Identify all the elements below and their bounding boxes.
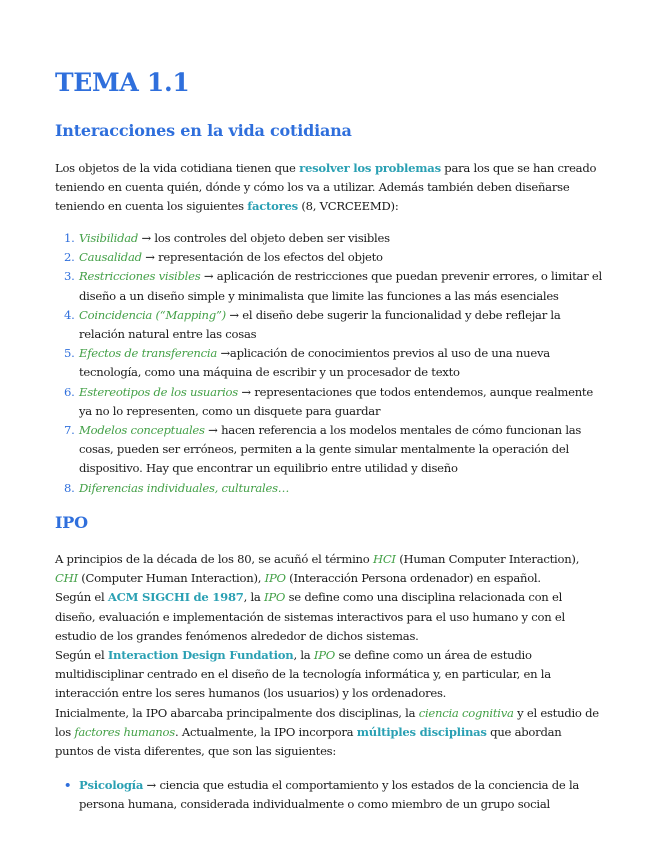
text: , la (293, 648, 314, 663)
text: (Human Computer Interaction), (395, 552, 580, 566)
keyword-resolver-problemas: resolver los problemas (299, 161, 441, 175)
list-item (55, 479, 603, 498)
text: Inicialmente, la IPO abarcaba principalmente dos disciplinas, la (55, 705, 419, 720)
term-factores-humanos: factores humanos (74, 724, 175, 739)
keyword-interaction-design-foundation: Interaction Design Fundation (107, 648, 294, 663)
section-heading-interacciones: Interacciones en la vida cotidiana (55, 121, 352, 140)
term-ipo: IPO (264, 571, 286, 586)
list-number: 2. (64, 250, 75, 265)
list-item (55, 248, 603, 267)
factor-term: Estereotipos de los usuarios (79, 384, 238, 399)
ipo-paragraphs (55, 550, 600, 761)
factor-term: Causalidad (79, 250, 142, 265)
text: A principios de la década de los 80, se acuñó el término (55, 552, 373, 566)
list-item (55, 229, 603, 248)
term-ipo: IPO (264, 590, 286, 605)
factor-text: → el diseño debe sugerir la funcionalidad y debe reflejar la relación natural entre las cosas (79, 307, 561, 342)
factor-text: → aplicación de restricciones que puedan prevenir errores, o limitar el diseño a un diseño simple y minimalista que limite las funciones a las más esenciales (79, 269, 603, 303)
list-number: 5. (64, 346, 75, 361)
factor-term: Efectos de transferencia (79, 346, 218, 361)
term-chi: CHI (55, 571, 78, 586)
ipo-paragraph-1 (55, 550, 600, 588)
list-number: 8. (64, 480, 75, 495)
list-item (55, 306, 603, 344)
intro-text-2: para los que se han creado teniendo en cuenta quién, dónde y cómo los va a utilizar. Además también deben diseñarse teniendo en cuenta los siguientes (55, 161, 597, 214)
list-item (55, 776, 603, 814)
factor-text: → representación de los efectos del objeto (141, 250, 383, 265)
list-number: 6. (64, 384, 75, 399)
intro-paragraph (55, 159, 600, 217)
factor-term: Restricciones visibles (79, 269, 201, 284)
keyword-factores: factores (247, 199, 298, 214)
text: que abordan puntos de vista diferentes, que son las siguientes: (55, 724, 562, 759)
intro-text-1: Los objetos de la vida cotidiana tienen que (55, 161, 300, 175)
factor-text: → representaciones que todos entendemos, aunque realmente ya no lo representen, como un disquete para guardar (79, 384, 593, 418)
text: Según el (55, 590, 108, 605)
term-hci: HCI (372, 552, 396, 566)
factor-term: Coincidencia (“Mapping”) (79, 307, 226, 322)
text: Según el (55, 648, 108, 663)
text: se define como un área de estudio multidisciplinar centrado en el diseño de la tecnología informática y, en particular, en la interacción entre los seres humanos (los usuarios) y los ordenadores. (55, 648, 551, 701)
keyword-acm-sigchi: ACM SIGCHI de 1987 (107, 590, 244, 605)
discipline-term: Psicología (79, 778, 144, 792)
term-ipo: IPO (313, 648, 336, 663)
list-number: 3. (64, 269, 75, 284)
list-item (55, 421, 603, 479)
intro-text-3: (8, VCRCEEMD): (297, 199, 399, 214)
list-number: 4. (64, 307, 75, 322)
disciplines-list (55, 776, 603, 814)
discipline-text: → ciencia que estudia el comportamiento y los estados de la conciencia de la persona humana, considerada individualmente o como miembro de un grupo social (79, 778, 580, 812)
text: (Computer Human Interaction), (77, 571, 265, 586)
ipo-paragraph-2 (55, 588, 600, 646)
text: (Interacción Persona ordenador) en español. (285, 571, 541, 586)
factor-text: →aplicación de conocimientos previos al uso de una nueva tecnología, como una máquina de escribir y un procesador de texto (79, 346, 550, 380)
ipo-paragraph-4 (55, 704, 600, 762)
list-number: 1. (64, 231, 75, 245)
list-item (55, 267, 603, 305)
page-title: TEMA 1.1 (55, 68, 190, 97)
factor-text: → los controles del objeto deben ser visibles (138, 231, 390, 245)
list-number: 7. (64, 423, 75, 438)
factor-text: → hacen referencia a los modelos mentales de cómo funcionan las cosas, pueden ser erróneos, permiten a la gente simular mentalmente la operación del dispositivo. Hay que encontrar un equilibrio entre utilidad y diseño (79, 423, 582, 476)
ipo-paragraph-3 (55, 646, 600, 704)
text: , la (243, 590, 265, 605)
list-item (55, 383, 603, 421)
factors-list (55, 229, 603, 498)
list-item (55, 344, 603, 382)
text: se define como una disciplina relacionada con el diseño, evaluación e implementación de sistemas interactivos para el uso humano y con el estudio de los grandes fenómenos alrededor de dichos sistemas. (55, 590, 565, 643)
keyword-multiples-disciplinas: múltiples disciplinas (356, 724, 487, 739)
factor-term: Visibilidad (79, 231, 139, 245)
factor-term: Diferencias individuales, culturales… (79, 480, 290, 495)
section-heading-ipo: IPO (55, 513, 88, 532)
text: . Actualmente, la IPO incorpora (174, 724, 357, 739)
bullet-icon: • (64, 778, 72, 792)
text: y el estudio de los (55, 705, 599, 739)
term-ciencia-cognitiva: ciencia cognitiva (418, 705, 514, 720)
factor-term: Modelos conceptuales (79, 423, 205, 438)
